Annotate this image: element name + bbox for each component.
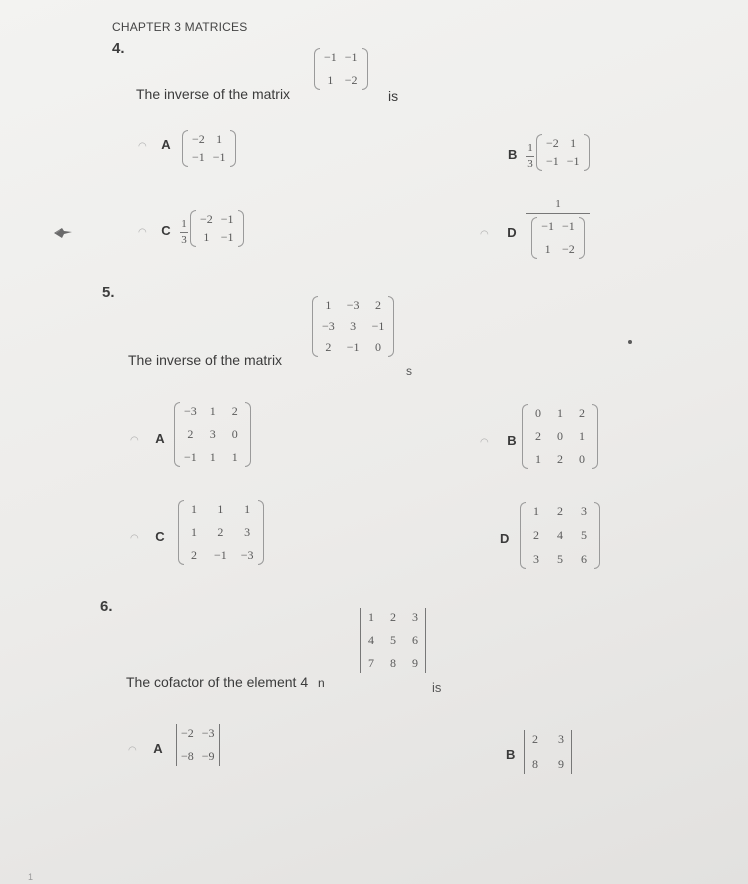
radio-button-c[interactable]: ◠ [138, 227, 147, 238]
matrix-cell: 3 [244, 525, 251, 539]
q5-option-b[interactable] [480, 432, 517, 450]
matrix-cell: 1 [557, 406, 563, 420]
option-letter: A [161, 137, 171, 152]
radio-button-a[interactable]: ◠ [130, 435, 139, 446]
matrix-cell: 1 [209, 404, 216, 418]
q5-option-c[interactable] [130, 528, 165, 546]
question-6-after: is [432, 680, 442, 695]
matrix-cell: −1 [324, 50, 337, 64]
question-6-number: 6. [100, 598, 113, 615]
matrix-cell: −1 [541, 219, 554, 233]
matrix-cell: 1 [327, 73, 334, 87]
matrix-cell: 5 [581, 528, 587, 542]
question-4-number: 4. [112, 40, 125, 57]
q4-option-c-fraction [180, 214, 188, 246]
q6-option-a[interactable] [128, 740, 163, 758]
matrix-cell: 2 [191, 548, 197, 562]
q4-option-d[interactable] [480, 224, 517, 242]
matrix-cell: 6 [412, 633, 418, 647]
matrix-cell: −1 [192, 150, 205, 164]
matrix-cell: 3 [412, 610, 418, 624]
matrix-cell: −2 [181, 726, 194, 740]
option-letter: D [507, 225, 517, 240]
matrix-cell: −2 [344, 73, 358, 87]
question-5-after: s [406, 364, 412, 378]
matrix-cell: −1 [566, 154, 580, 168]
fraction-denominator: 3 [181, 234, 187, 246]
matrix-cell: −2 [200, 212, 213, 226]
page-mark: 1 [28, 872, 34, 882]
matrix-cell: −1 [212, 150, 226, 164]
matrix-cell: −2 [562, 242, 575, 256]
matrix-cell: 2 [231, 404, 238, 418]
matrix-cell: −1 [371, 319, 385, 333]
option-letter: C [161, 223, 171, 238]
matrix-cell: −1 [562, 219, 575, 233]
matrix-cell: −3 [346, 298, 360, 312]
matrix-cell: −9 [201, 749, 215, 763]
matrix-cell: 0 [579, 452, 585, 466]
q4-option-d-fraction [526, 198, 590, 264]
matrix-cell: −8 [181, 749, 194, 763]
matrix-cell: 2 [325, 340, 332, 354]
question-6-stem [126, 674, 325, 690]
q4-option-c-matrix [190, 210, 244, 252]
matrix-cell: −3 [240, 548, 254, 562]
q5-option-d[interactable] [500, 530, 509, 548]
matrix-cell: 0 [535, 406, 541, 420]
fraction-numerator: 1 [181, 218, 187, 230]
matrix-cell: 8 [390, 656, 396, 670]
matrix-cell: −1 [214, 548, 227, 562]
option-letter: D [500, 531, 510, 546]
matrix-cell: 5 [557, 552, 563, 566]
matrix-cell: 1 [325, 298, 332, 312]
q6-option-b[interactable] [506, 746, 515, 764]
question-5-number: 5. [102, 284, 115, 301]
matrix-cell: 2 [390, 610, 396, 624]
fraction-bar [526, 213, 590, 214]
q6-option-a-determinant [176, 724, 220, 771]
matrix-cell: −1 [346, 340, 360, 354]
matrix-cell: 2 [579, 406, 585, 420]
radio-button-b[interactable]: ◠ [480, 437, 489, 448]
chapter-heading: CHAPTER 3 MATRICES [112, 20, 248, 34]
cursor-icon [52, 224, 74, 242]
option-letter: B [508, 147, 518, 162]
matrix-cell: 3 [533, 552, 539, 566]
matrix-cell: 1 [217, 502, 224, 516]
q4-option-a-matrix [182, 130, 236, 172]
matrix-cell: −3 [184, 404, 197, 418]
matrix-cell: 3 [558, 732, 564, 746]
q5-option-d-matrix [520, 502, 600, 574]
question-4-matrix [314, 48, 368, 95]
q5-option-b-matrix [522, 404, 598, 474]
q5-option-a[interactable] [130, 430, 165, 448]
radio-button-c[interactable]: ◠ [130, 533, 139, 544]
matrix-cell: −2 [546, 136, 559, 150]
q4-option-b[interactable] [508, 146, 517, 164]
matrix-cell: −2 [192, 132, 205, 146]
fraction-numerator: 1 [555, 198, 561, 210]
matrix-cell: 1 [244, 502, 251, 516]
radio-button-d[interactable]: ◠ [480, 229, 489, 240]
q5-option-a-matrix [174, 402, 251, 472]
matrix-cell: 1 [544, 242, 551, 256]
matrix-cell: 3 [581, 504, 587, 518]
q4-option-c[interactable] [138, 222, 171, 240]
fraction-denominator: 3 [527, 158, 533, 170]
matrix-cell: −1 [184, 450, 197, 464]
matrix-cell: 6 [581, 552, 587, 566]
q4-option-a[interactable] [138, 136, 171, 154]
q4-option-b-fraction [526, 138, 534, 170]
matrix-cell: 1 [570, 136, 577, 150]
q4-option-b-matrix [536, 134, 590, 176]
matrix-cell: 1 [191, 502, 197, 516]
question-6-determinant [360, 608, 426, 678]
matrix-cell: 0 [374, 340, 381, 354]
matrix-cell: 4 [368, 633, 374, 647]
q5-option-c-matrix [178, 500, 264, 570]
matrix-cell: 1 [535, 452, 541, 466]
radio-button-a[interactable]: ◠ [128, 745, 137, 756]
option-letter: A [155, 431, 165, 446]
matrix-cell: −1 [220, 230, 234, 244]
matrix-cell: 1 [579, 429, 585, 443]
fraction-numerator: 1 [527, 142, 533, 154]
matrix-cell: 3 [350, 319, 357, 333]
question-4-after: is [388, 88, 399, 104]
matrix-cell: 1 [209, 450, 216, 464]
question-6-stem-text: The cofactor of the element 4 [126, 674, 309, 690]
option-letter: B [506, 747, 516, 762]
matrix-cell: 1 [368, 610, 374, 624]
matrix-cell: 1 [231, 450, 238, 464]
matrix-cell: 9 [412, 656, 418, 670]
matrix-cell: 8 [532, 757, 538, 771]
matrix-cell: 2 [217, 525, 224, 539]
matrix-cell: −3 [201, 726, 215, 740]
matrix-cell: 2 [374, 298, 381, 312]
matrix-cell: 2 [535, 429, 541, 443]
matrix-cell: 3 [209, 427, 216, 441]
matrix-cell: 2 [532, 732, 538, 746]
matrix-cell: 1 [191, 525, 197, 539]
matrix-cell: 5 [390, 633, 396, 647]
option-letter: C [155, 529, 165, 544]
option-letter: A [153, 741, 163, 756]
matrix-cell: −1 [344, 50, 358, 64]
matrix-cell: 2 [533, 528, 539, 542]
matrix-cell: 1 [216, 132, 223, 146]
matrix-cell: 1 [533, 504, 539, 518]
question-5-stem: The inverse of the matrix [128, 352, 283, 368]
question-4-stem: The inverse of the matrix [136, 86, 291, 102]
option-letter: B [507, 433, 517, 448]
radio-button-a[interactable]: ◠ [138, 141, 147, 152]
matrix-cell: 2 [557, 504, 563, 518]
question-5-matrix [312, 296, 394, 362]
matrix-cell: 0 [231, 427, 238, 441]
matrix-cell: −1 [220, 212, 234, 226]
question-6-stem-tail: n [318, 676, 325, 690]
matrix-cell: 4 [557, 528, 563, 542]
matrix-cell: −1 [546, 154, 559, 168]
stray-dot [628, 340, 632, 344]
q6-option-b-determinant [524, 730, 572, 779]
matrix-cell: 0 [557, 429, 563, 443]
matrix-cell: 2 [557, 452, 563, 466]
matrix-cell: −3 [322, 319, 335, 333]
matrix-cell: 9 [558, 757, 564, 771]
matrix-cell: 2 [187, 427, 194, 441]
matrix-cell: 7 [368, 656, 374, 670]
matrix-cell: 1 [203, 230, 210, 244]
